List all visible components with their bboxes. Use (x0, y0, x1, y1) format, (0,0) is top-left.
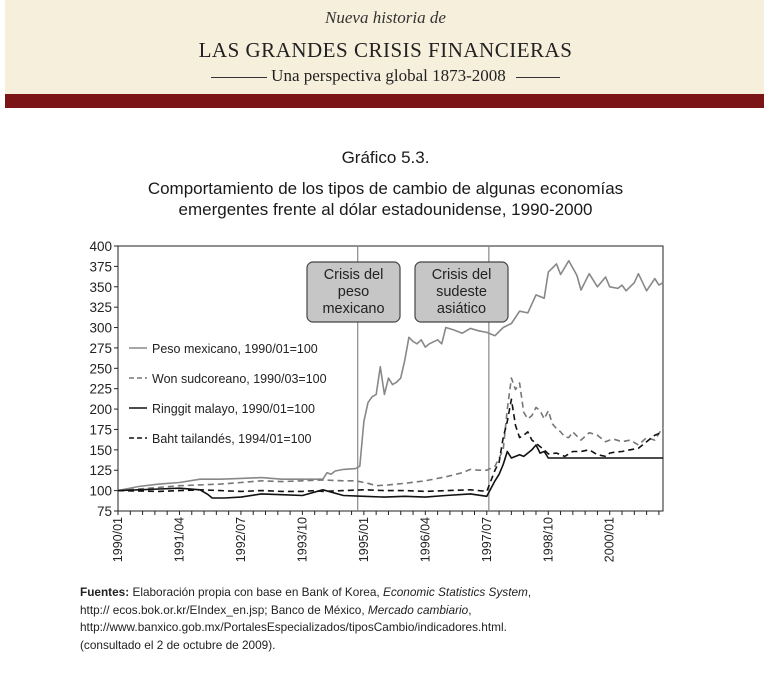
legend-label: Baht tailandés, 1994/01=100 (152, 432, 312, 446)
crisis-annotation-text: mexicano (322, 301, 385, 317)
figure-label: Gráfico 5.3. (341, 148, 430, 167)
legend-label: Won sudcoreano, 1990/03=100 (152, 372, 327, 386)
book-title: LAS GRANDES CRISIS FINANCIERAS (198, 38, 573, 62)
x-tick-label: 1997/07 (479, 517, 494, 563)
sources-text-2: , (527, 585, 532, 599)
figure-sources (80, 584, 700, 654)
y-tick-label: 100 (89, 483, 112, 499)
legend-label: Peso mexicano, 1990/01=100 (152, 342, 318, 356)
sources-line-1 (80, 584, 700, 602)
sources-text-1: Elaboración propia con base en Bank of Korea, (129, 585, 383, 599)
y-tick-label: 400 (89, 239, 112, 254)
crisis-annotation-text: Crisis del (431, 267, 492, 283)
crisis-annotation-text: peso (337, 284, 370, 300)
y-tick-label: 125 (89, 463, 112, 479)
book-subtitle-text: Una perspectiva global 1873-2008 (271, 66, 506, 85)
sources-line-2 (80, 602, 700, 620)
sources-text-3: http:// ecos.bok.or.kr/EIndex_en.jsp; Banco de México, (80, 602, 368, 617)
x-tick-label: 1996/04 (418, 517, 433, 563)
y-tick-label: 300 (89, 320, 112, 336)
y-tick-label: 175 (89, 422, 112, 438)
sources-line-3: http://www.banxico.gob.mx/PortalesEspecializados/tiposCambio/indicadores.html. (80, 620, 507, 634)
y-tick-label: 375 (89, 259, 112, 275)
x-tick-label: 1991/04 (172, 517, 187, 563)
x-tick-label: 1990/01 (111, 517, 125, 563)
x-tick-label: 1998/10 (541, 517, 556, 563)
x-tick-label: 2000/01 (602, 517, 617, 563)
y-tick-label: 200 (89, 402, 112, 418)
y-tick-label: 150 (89, 442, 112, 458)
y-tick-label: 350 (89, 279, 112, 295)
y-tick-label: 225 (89, 381, 112, 397)
sources-italic-1: Economic Statistics System (382, 585, 528, 599)
x-tick-label: 1993/10 (295, 517, 310, 563)
sources-italic-2: Mercado cambiario (367, 602, 469, 617)
y-tick-label: 250 (89, 361, 112, 377)
x-tick-label: 1992/07 (233, 517, 248, 563)
x-tick-label: 1995/01 (356, 517, 371, 563)
crisis-annotation-text: sudeste (436, 284, 487, 300)
y-tick-label: 275 (89, 340, 112, 356)
figure-title-line-2: emergentes frente al dólar estadounidense, 1990-2000 (178, 200, 593, 219)
sources-label: Fuentes: (80, 585, 130, 599)
figure-title-line-1: Comportamiento de los tipos de cambio de algunas economías (147, 179, 624, 198)
legend-label: Ringgit malayo, 1990/01=100 (152, 402, 315, 416)
y-tick-label: 325 (89, 300, 112, 316)
y-tick-label: 75 (96, 504, 112, 519)
sources-text-4: , (468, 602, 472, 617)
sources-line-4: (consultado el 2 de octubre de 2009). (80, 637, 276, 652)
crisis-annotation-text: Crisis del (323, 267, 384, 283)
book-series-name: Nueva historia de (325, 8, 446, 27)
crisis-annotation-text: asiático (436, 301, 487, 317)
